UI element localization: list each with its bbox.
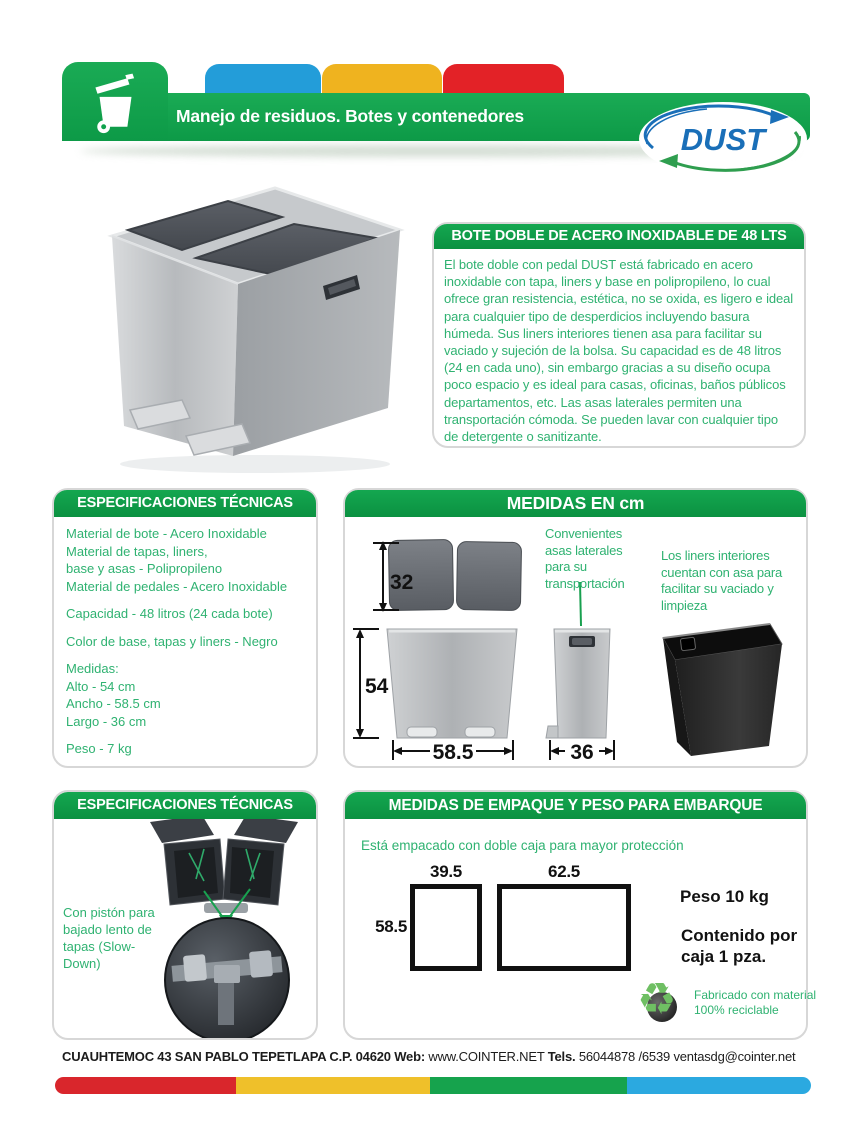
dim-box1-side: 58.5 (375, 917, 407, 936)
dim-box2-top: 62.5 (548, 862, 580, 881)
header-icon-tab (62, 62, 168, 141)
empaque-subtitle: Está empacado con doble caja para mayor protección (361, 838, 684, 853)
recycle-icon: ♻ (637, 975, 677, 1024)
medidas-panel (343, 488, 808, 768)
liner-photo (663, 624, 782, 756)
note-liners: Los liners interiores cuentan con asa para facilitar su vaciado y limpieza (661, 548, 783, 613)
note-asas: Convenientes asas laterales para su transportación (545, 526, 625, 591)
piston-note: Con pistón para bajado lento de tapas (Slow-Down) (63, 905, 155, 971)
footer-contact (62, 1049, 822, 1064)
spec-line: Material de pedales - Acero Inoxidable (66, 578, 288, 594)
footer-tels-value: 56044878 /6539 (578, 1049, 671, 1064)
pack-box-small (410, 884, 482, 971)
dust-logo-text: DUST (680, 122, 766, 157)
spec-line: Alto - 54 cm (66, 678, 136, 694)
dim-box1-top: 39.5 (430, 862, 462, 881)
recycle-note: Fabricado con material 100% reciclable (694, 988, 817, 1017)
empaque-title: MEDIDAS DE EMPAQUE Y PESO PARA EMBARQUE (345, 792, 806, 819)
medidas-title: MEDIDAS EN cm (345, 490, 806, 517)
footer-web-label: Web: (394, 1049, 425, 1064)
piston-title: ESPECIFICACIONES TÉCNICAS (54, 792, 316, 819)
spec-line: Largo - 36 cm (66, 713, 147, 729)
spec-line: Capacidad - 48 litros (24 cada bote) (66, 606, 273, 621)
spec-line: Material de tapas, liners, (66, 543, 208, 559)
footer-bar-green (430, 1077, 627, 1094)
spec-line: base y asas - Polipropileno (66, 561, 223, 576)
product-description: El bote doble con pedal DUST está fabricado en acero inoxidable con tapa, liners y base en polipropileno, lo cual ofrece gran resistencia, estética, no se oxida, es ligero e ideal para cualquier tipo de desperdicios incluyendo basura húmeda. Sus liners interiores tienen asa para facilitar su vaciado y sujeción de la bolsa. Su capacidad es de 48 litros (24 en cada uno), sin embargo gracias a su diseño ocupa poco espacio y es ideal para casas, oficinas, baños públicos departamentos, etc. Las asas laterales permiten una transportación cómoda. Se pueden lavar con cualquier tipo de detergente o sanitizante. (444, 257, 794, 445)
product-photo (70, 158, 430, 483)
product-description-panel (432, 222, 806, 448)
footer-bar-yellow (236, 1077, 430, 1094)
spec-line: Ancho - 58.5 cm (66, 696, 161, 711)
footer-bar-red (55, 1077, 236, 1094)
contenido-label: Contenido por caja 1 pza. (681, 926, 798, 966)
dim-height: 54 (365, 675, 389, 698)
spec-line: Material de bote - Acero Inoxidable (66, 526, 267, 541)
peso-label: Peso 10 kg (680, 887, 769, 906)
specs-title: ESPECIFICACIONES TÉCNICAS (54, 490, 316, 517)
specs-panel (52, 488, 318, 768)
footer-email: ventasdg@cointer.net (673, 1049, 796, 1064)
piston-panel (52, 790, 318, 1040)
spec-line: Medidas: (66, 661, 119, 676)
waste-bin-icon (82, 70, 148, 136)
footer-bar-blue (627, 1077, 811, 1094)
empaque-panel (343, 790, 817, 1040)
dim-depth: 36 (570, 741, 594, 764)
header-title: Manejo de residuos. Botes y contenedores (176, 106, 524, 126)
dim-lid-height: 32 (390, 571, 414, 594)
dust-logo (637, 100, 809, 178)
footer-address: CUAUHTEMOC 43 SAN PABLO TEPETLAPA C.P. 04620 (62, 1049, 391, 1064)
spec-line: Peso - 7 kg (66, 741, 132, 756)
spec-line: Color de base, tapas y liners - Negro (66, 633, 278, 649)
pack-box-large (497, 884, 631, 971)
footer-tels-label: Tels. (547, 1049, 576, 1064)
dim-width: 58.5 (432, 741, 474, 764)
product-title: BOTE DOBLE DE ACERO INOXIDABLE DE 48 LTS (434, 224, 804, 249)
footer-web-value: www.COINTER.NET (428, 1049, 545, 1064)
